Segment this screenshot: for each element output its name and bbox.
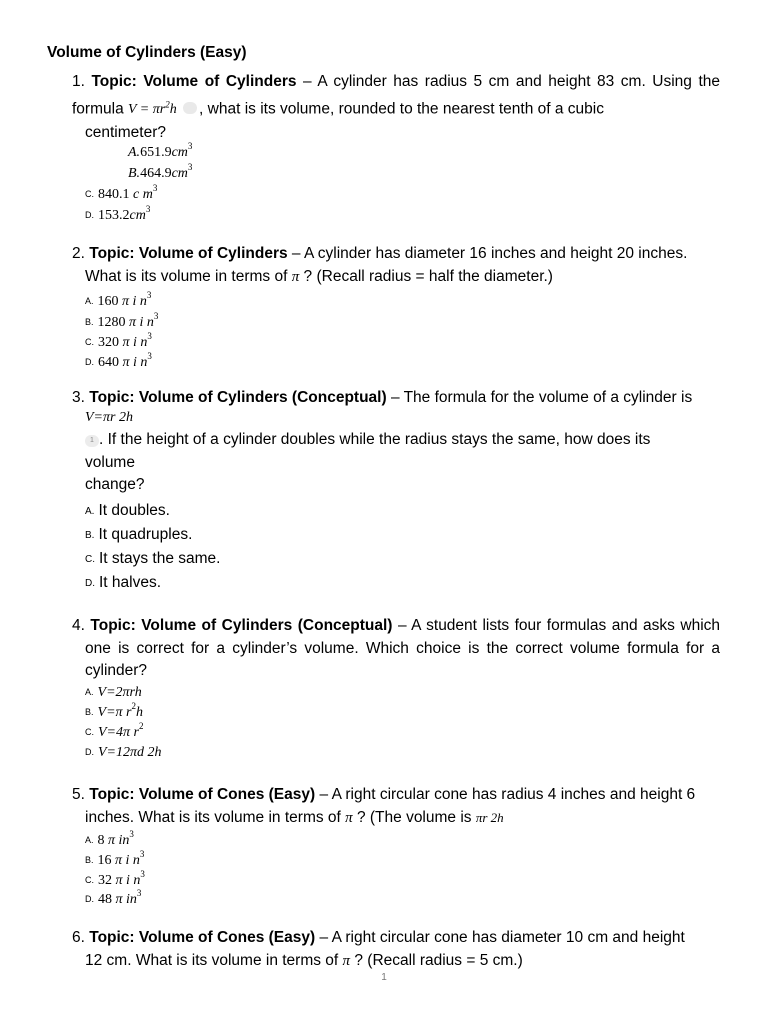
question-text-continued [72, 429, 720, 452]
question-text: What is its volume in terms of [85, 267, 292, 285]
option-unit: π i n [115, 853, 140, 868]
option-a [85, 290, 151, 312]
option-unit: π i n [115, 873, 141, 888]
option-value: V=π r [97, 705, 132, 720]
option-label: C. [85, 727, 94, 737]
option-exponent: 3 [152, 183, 158, 193]
question-6 [72, 927, 720, 972]
option-a [85, 829, 134, 851]
option-label: D. [85, 578, 95, 589]
question-text: inches. What is its volume in terms of [85, 808, 346, 826]
option-b [85, 849, 144, 871]
question-text: ? (The volume is [352, 808, 476, 826]
question-text-continued: change? [85, 476, 145, 493]
question-text: – A cylinder has diameter 16 inches and height 20 inches. [287, 245, 688, 262]
option-label: A. [85, 506, 95, 517]
option-value: 640 [98, 355, 119, 370]
option-d [85, 204, 150, 226]
formula [128, 99, 177, 118]
option-value: It doubles. [98, 502, 170, 519]
option-unit: π in [108, 833, 130, 848]
option-exponent: 3 [140, 869, 145, 879]
question-4-body [72, 615, 720, 683]
question-text-continued: centimeter? [85, 123, 166, 141]
option-value: 1280 [97, 315, 126, 330]
option-label: B. [128, 166, 141, 181]
option-value: V=2πrh [97, 685, 142, 700]
option-value: 32 [98, 873, 112, 888]
question-text: , what is its volume, rounded to the nearest tenth of a cubic [199, 100, 604, 118]
option-unit: π in [115, 892, 137, 907]
option-a [85, 681, 142, 703]
option-value-tail: h [135, 705, 143, 720]
option-unit: π i n [129, 315, 154, 330]
formula-height: h [169, 102, 177, 118]
option-a [128, 141, 192, 163]
option-unit: π i n [122, 294, 147, 309]
question-text: – A student lists four formulas and asks which one is correct for a cylinder’s volume. Which choice is the correct volume formula for a cylinder? [85, 617, 721, 679]
option-label: A. [128, 145, 141, 160]
page-number: 1 [381, 972, 387, 983]
option-value: V=12πd 2h [98, 745, 162, 760]
option-d [85, 572, 161, 594]
option-label: D. [85, 747, 94, 757]
option-label: B. [85, 855, 94, 865]
question-text: 12 cm. What is its volume in terms of [85, 951, 343, 969]
option-b [85, 311, 158, 333]
option-label: D. [85, 210, 94, 220]
question-number: 1. [72, 73, 85, 90]
option-label: C. [85, 337, 94, 347]
option-exponent: 3 [129, 829, 134, 839]
option-unit: π i n [122, 335, 148, 350]
question-topic: Topic: Volume of Cones (Easy) [89, 929, 316, 946]
question-text: – The formula for the volume of a cylinder is [386, 389, 693, 406]
option-d [85, 351, 152, 373]
question-topic: Topic: Volume of Cylinders [89, 245, 288, 262]
question-topic: Topic: Volume of Cones (Easy) [89, 786, 316, 803]
pi-symbol: π [342, 952, 351, 969]
option-unit: c m [133, 187, 153, 202]
question-number: 2. [72, 245, 85, 262]
option-exponent: 2 [131, 701, 136, 711]
option-exponent: 3 [153, 311, 159, 321]
option-exponent: 3 [147, 351, 152, 361]
option-value: V=4π r [98, 725, 139, 740]
option-d [85, 741, 162, 763]
option-value: It stays the same. [99, 550, 221, 567]
option-label: B. [85, 530, 95, 541]
option-value: 320 [98, 335, 119, 350]
question-text: – A right circular cone has radius 4 inches and height 6 [315, 786, 696, 803]
page-title: Volume of Cylinders (Easy) [47, 44, 247, 61]
option-unit: cm [129, 208, 146, 223]
question-3 [72, 387, 720, 410]
option-c [85, 548, 220, 570]
option-exponent: 3 [187, 162, 193, 172]
question-text: – A cylinder has radius 5 cm and height 83 cm. Using the formula [72, 73, 720, 118]
option-label: B. [85, 707, 94, 717]
question-text: ? (Recall radius = 5 cm.) [350, 951, 523, 969]
option-label: A. [85, 835, 94, 845]
question-5 [72, 784, 720, 829]
question-text-continued [72, 950, 720, 973]
question-2 [72, 243, 720, 288]
option-unit: cm [171, 166, 188, 181]
question-text: . If the height of a cylinder doubles while the radius stays the same, how does its [99, 431, 651, 448]
option-value: 48 [98, 892, 112, 907]
option-b [85, 701, 143, 723]
option-unit: cm [171, 145, 188, 160]
option-c [85, 183, 157, 205]
option-b [85, 524, 192, 546]
option-exponent: 3 [139, 849, 145, 859]
option-unit: π i n [122, 355, 148, 370]
option-value: It halves. [99, 574, 162, 591]
option-value: 651.9 [140, 145, 172, 160]
formula: V=πr 2h [85, 410, 133, 425]
option-label: A. [85, 296, 94, 306]
option-value: It quadruples. [98, 526, 193, 543]
option-label: A. [85, 687, 94, 697]
question-topic: Topic: Volume of Cylinders (Conceptual) [89, 389, 387, 406]
option-label: C. [85, 554, 95, 565]
option-value: 8 [97, 833, 105, 848]
question-3-continued [72, 429, 720, 497]
option-label: C. [85, 189, 94, 199]
question-number: 3. [72, 389, 85, 406]
option-exponent: 3 [147, 331, 152, 341]
option-exponent: 3 [146, 290, 152, 300]
question-text: – A right circular cone has diameter 10 cm and height [315, 929, 685, 946]
option-c [85, 721, 143, 743]
question-topic: Topic: Volume of Cylinders [91, 73, 297, 90]
option-value: 464.9 [140, 166, 172, 181]
option-c [85, 331, 152, 353]
question-text-continued: volume [85, 453, 135, 471]
question-text-continued [72, 266, 720, 289]
formula-exponent: 2 [165, 99, 170, 110]
option-exponent: 3 [136, 888, 142, 898]
pi-symbol: π [291, 268, 300, 285]
option-exponent: 2 [138, 721, 144, 731]
option-a [85, 500, 170, 522]
question-text-continued [72, 807, 720, 830]
option-label: C. [85, 875, 94, 885]
option-d [85, 888, 141, 910]
question-text: ? (Recall radius = half the diameter.) [299, 267, 553, 285]
option-label: D. [85, 357, 94, 367]
question-1 [72, 71, 720, 144]
question-4 [72, 615, 720, 683]
option-value: 153.2 [98, 208, 130, 223]
option-value: 16 [97, 853, 112, 868]
pi-symbol: π [345, 809, 353, 826]
question-number: 4. [72, 617, 85, 634]
option-exponent: 3 [145, 204, 151, 214]
option-label: D. [85, 894, 94, 904]
formula: πr 2h [475, 809, 504, 825]
formula-text: V = πr [128, 102, 166, 118]
equation-placeholder-icon [183, 102, 197, 114]
option-value: 160 [97, 294, 119, 309]
question-topic: Topic: Volume of Cylinders (Conceptual) [90, 617, 393, 634]
footnote-marker-icon: 1 [85, 435, 99, 447]
option-b [128, 162, 192, 184]
option-exponent: 3 [187, 141, 193, 151]
question-number: 6. [72, 929, 85, 946]
option-label: B. [85, 317, 94, 327]
question-number: 5. [72, 786, 85, 803]
option-value: 840.1 [98, 187, 130, 202]
